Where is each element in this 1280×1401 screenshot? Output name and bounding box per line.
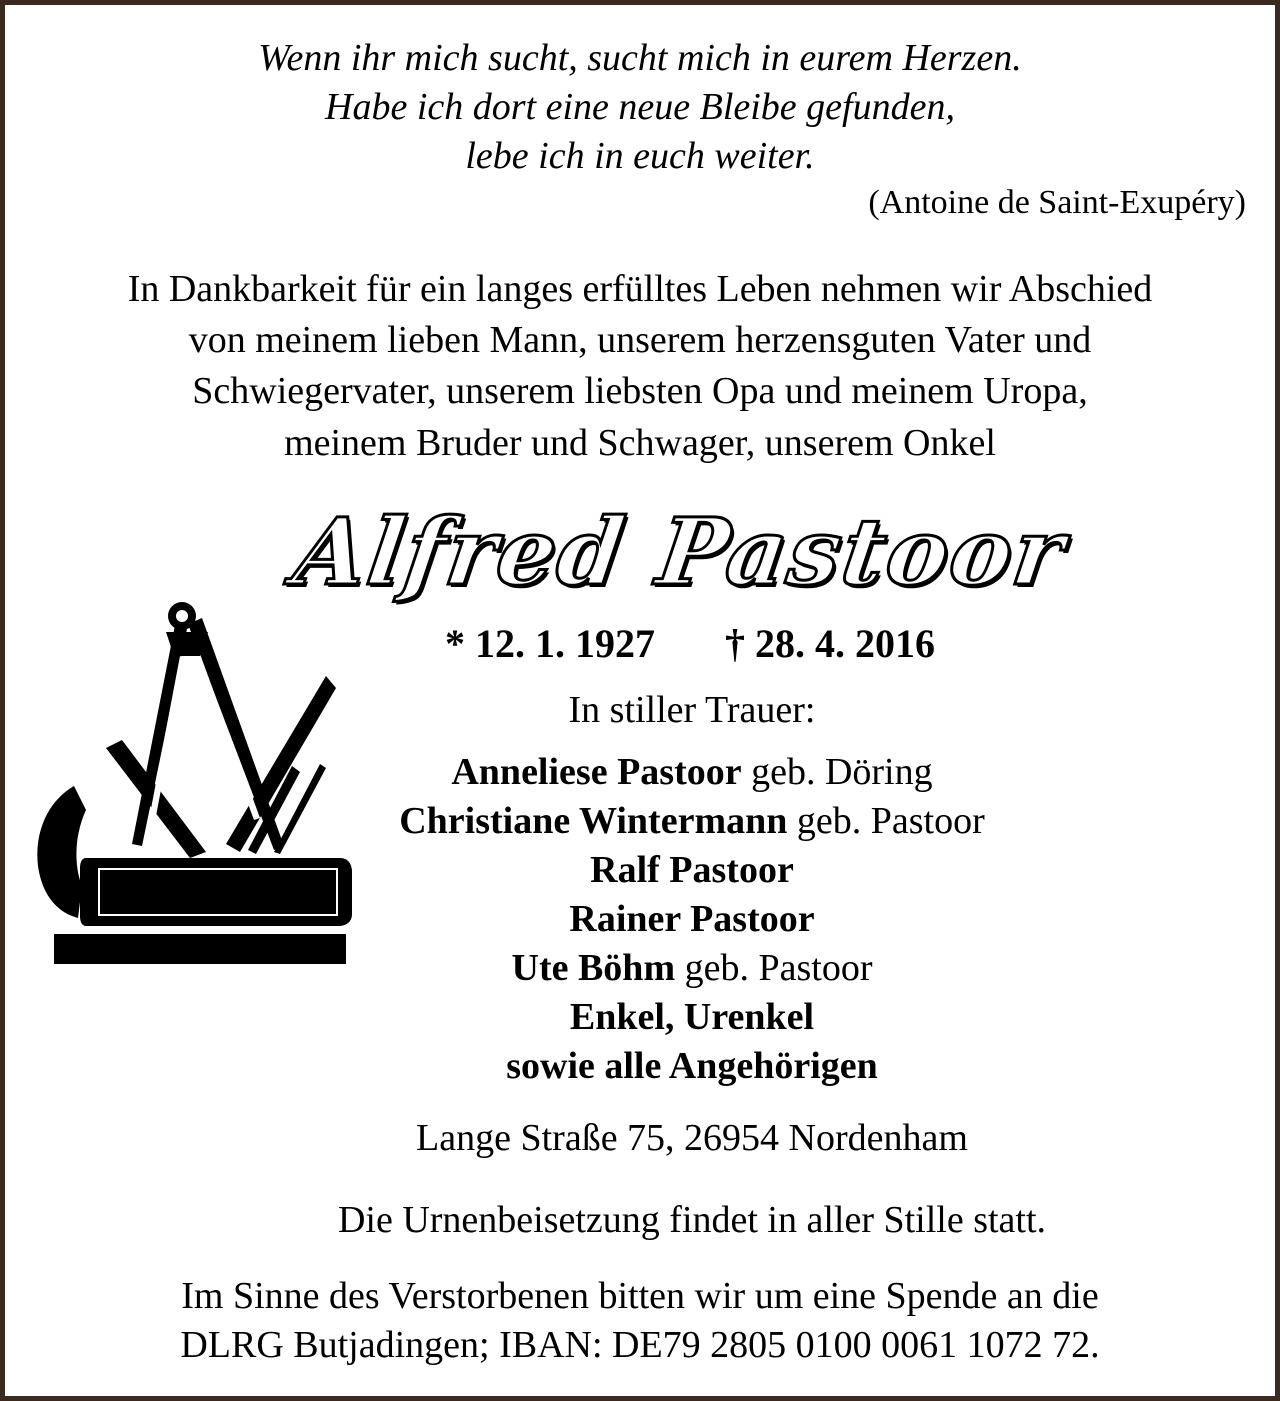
donation-line-1: Im Sinne des Verstorbenen bitten wir um eine Spende an die — [181, 1275, 1099, 1317]
mourner-name: Rainer Pastoor — [569, 898, 815, 940]
mourner-suffix: geb. Pastoor — [675, 947, 873, 989]
donation-line-2: DLRG Butjadingen; IBAN: DE79 2805 0100 0061 1072 72. — [180, 1324, 1100, 1366]
quote-line-3: lebe ich in euch weiter. — [465, 135, 815, 177]
mourner-suffix: geb. Döring — [741, 751, 933, 793]
mourner-name: Ralf Pastoor — [590, 849, 794, 891]
deceased-name: Alfred Pastoor — [287, 498, 1073, 606]
mourner-name: Anneliese Pastoor — [451, 751, 742, 793]
mourner-entry — [52, 846, 1280, 895]
quote-attribution: (Antoine de Saint-Exupéry) — [868, 184, 1246, 221]
mourner-entry — [52, 797, 1280, 846]
mourner-entry — [52, 944, 1280, 993]
intro-line-1: In Dankbarkeit für ein langes erfülltes Leben nehmen wir Abschied — [127, 268, 1153, 310]
intro-line-3: Schwiegervater, unserem liebsten Opa und meinem Uropa, — [192, 370, 1088, 412]
mourner-name: Christiane Wintermann — [399, 800, 788, 842]
intro-line-2: von meinem lieben Mann, unserem herzensguten Vater und — [188, 319, 1092, 361]
burial-note: Die Urnenbeisetzung findet in aller Stille statt. — [337, 1199, 1047, 1241]
mourner-name: sowie alle Angehörigen — [506, 1045, 878, 1087]
death-date: † 28. 4. 2016 — [725, 621, 935, 666]
mourner-entry — [52, 748, 1280, 797]
intro-line-4: meinem Bruder und Schwager, unserem Onkel — [284, 422, 996, 464]
quote-line-1: Wenn ihr mich sucht, sucht mich in eurem Herzen. — [258, 37, 1022, 79]
mourner-entry — [52, 895, 1280, 944]
birth-date: * 12. 1. 1927 — [445, 621, 655, 666]
mourner-suffix: geb. Pastoor — [787, 800, 985, 842]
address: Lange Straße 75, 26954 Nordenham — [416, 1117, 968, 1159]
mourner-name: Ute Böhm — [511, 947, 676, 989]
quote-line-2: Habe ich dort eine neue Bleibe gefunden, — [325, 86, 955, 128]
mourners-heading: In stiller Trauer: — [568, 689, 816, 731]
mourner-entry — [52, 993, 1280, 1042]
mourner-entry — [52, 1042, 1280, 1091]
mourner-name: Enkel, Urenkel — [569, 996, 815, 1038]
